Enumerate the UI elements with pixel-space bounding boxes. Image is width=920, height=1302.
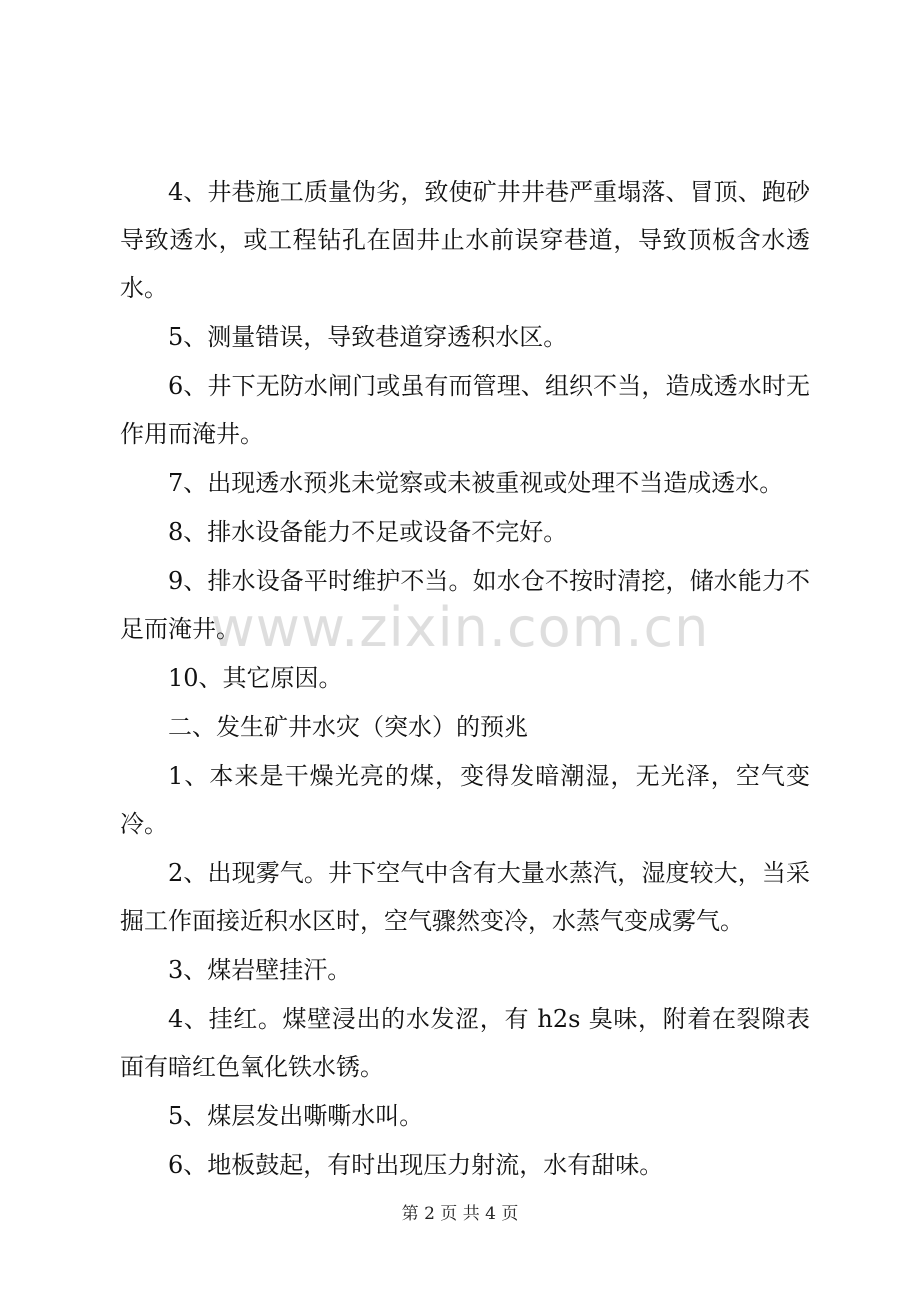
- paragraph: 5、煤层发出嘶嘶水叫。: [168, 1102, 424, 1130]
- paragraph: 4、挂红。煤壁浸出的水发涩，有 h2s 臭味，附着在裂隙表面有暗红色氧化铁水锈。: [120, 1005, 810, 1081]
- paragraph: 9、排水设备平时维护不当。如水仓不按时清挖，储水能力不足而淹井。: [120, 567, 810, 643]
- paragraph: 1、本来是干燥光亮的煤，变得发暗潮湿，无光泽，空气变冷。: [120, 762, 810, 838]
- page-number-footer: 第 2 页 共 4 页: [401, 1204, 519, 1224]
- paragraph: 4、井巷施工质量伪劣，致使矿井井巷严重塌落、冒顶、跑砂导致透水，或工程钻孔在固井止水前误穿巷道，导致顶板含水透水。: [120, 178, 810, 302]
- paragraph: 6、井下无防水闸门或虽有而管理、组织不当，造成透水时无作用而淹井。: [120, 372, 810, 448]
- watermark: www.zixin.com.cn: [210, 596, 710, 659]
- paragraph: 10、其它原因。: [168, 664, 343, 692]
- paragraph: 3、煤岩壁挂汗。: [168, 956, 352, 984]
- paragraph: 6、地板鼓起，有时出现压力射流，水有甜味。: [168, 1151, 664, 1179]
- section-heading: 二、发生矿井水灾（突水）的预兆: [168, 713, 528, 741]
- paragraph: 8、排水设备能力不足或设备不完好。: [168, 518, 568, 546]
- paragraph: 7、出现透水预兆未觉察或未被重视或处理不当造成透水。: [168, 469, 784, 497]
- paragraph: 2、出现雾气。井下空气中含有大量水蒸汽，湿度较大，当采掘工作面接近积水区时，空气骤然变冷，水蒸气变成雾气。: [120, 859, 810, 935]
- paragraph: 5、测量错误，导致巷道穿透积水区。: [168, 323, 568, 351]
- document-body: [120, 168, 810, 1190]
